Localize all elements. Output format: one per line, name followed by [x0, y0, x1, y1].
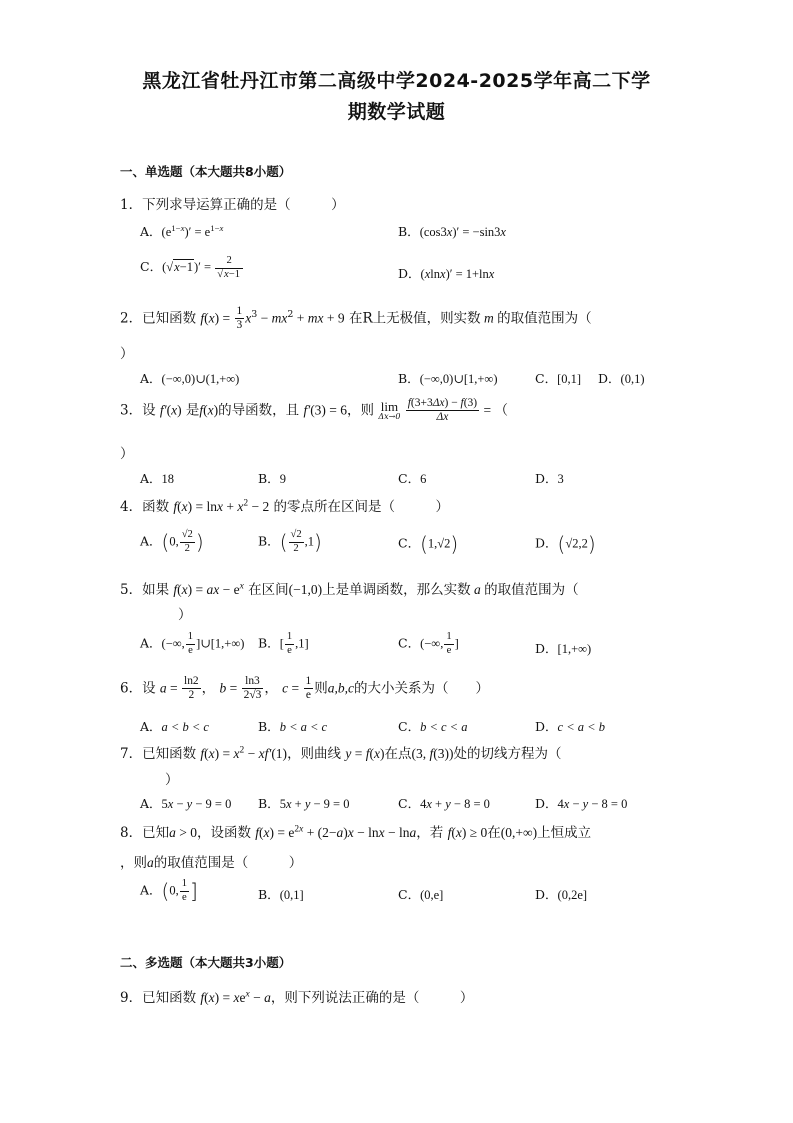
q3-option-d: D．3 [535, 471, 564, 486]
q8-option-b: B．(0,1] [258, 887, 304, 902]
q4-option-b: B．( $\frac{√2}{2}$ ,1) [258, 529, 322, 555]
q4-option-c: C．(1,√2) [398, 532, 459, 556]
page-title-line1: 黑龙江省牡丹江市第二高级中学2024-2025学年高二下学 [142, 70, 651, 92]
question-4-stem: 4．函数 $f(x) = \ln x + x^2 - 2$ 的零点所在区间是（ ） [120, 498, 450, 515]
question-8-stem: 8．已知a > 0，设函数 $f(x) = e^{2x} + (2-a)x - \ln x - \ln a$，若 f(x) ≥ 0在(0,+∞)上恒成立 [120, 824, 592, 841]
q2-option-b: B．(−∞,0)∪[1,+∞) [398, 371, 498, 386]
q1-option-b: B．(cos3x)′ = −sin3x [398, 224, 506, 239]
page-title-line2: 期数学试题 [347, 101, 446, 123]
q7-option-a: A．5x − y − 9 = 0 [140, 796, 232, 811]
q6-option-a: A．a < b < c [140, 719, 209, 734]
q8-option-a: A．(0, $\frac{1}{e}$ ] [140, 878, 198, 904]
q5-option-c: C．(−∞, $\frac{1}{e}$ ] [398, 631, 459, 656]
q5-option-b: B．[ $\frac{1}{e}$ ,1] [258, 631, 309, 656]
q1-option-a: A．$(e^{1-x})' = e^{1-x}$ [140, 222, 224, 239]
q3-option-b: B．9 [258, 471, 286, 486]
q1-option-c: C．(√x−1)′ = $\frac{2}{√x-1}$ [140, 256, 244, 280]
q7-option-c: C．4x + y − 8 = 0 [398, 796, 490, 811]
q1-option-d: D．(xlnx)′ = 1+lnx [398, 266, 495, 281]
q2-option-a: A．(−∞,0)∪(1,+∞) [140, 371, 240, 386]
q6-option-d: D．c < a < b [535, 719, 605, 734]
q2-option-c: C．[0,1] [535, 371, 582, 386]
question-2-stem: 2．已知函数 f(x) = $\frac{1}{3}$ $x^3 - mx^2$ + mx + 9 在R上无极值，则实数 m 的取值范围为（ [120, 305, 592, 332]
q6-option-b: B．b < a < c [258, 719, 328, 734]
q5-option-d: D．[1,+∞) [535, 641, 592, 656]
section-heading-multiple-choice: 二、多选题（本大题共3小题） [120, 955, 292, 970]
question-2-close: ） [120, 346, 134, 362]
question-5-close: ） [178, 607, 192, 623]
q4-option-a: A．(0, $\frac{√2}{2}$ ) [140, 529, 204, 555]
question-3-close: ） [120, 446, 134, 462]
q7-option-b: B．5x + y − 9 = 0 [258, 796, 350, 811]
q3-option-a: A．18 [140, 471, 175, 486]
q4-option-d: D．(√2,2) [535, 532, 596, 556]
section-heading-single-choice: 一、单选题（本大题共8小题） [120, 164, 292, 179]
q3-option-c: C．6 [398, 471, 427, 486]
q7-option-d: D．4x − y − 8 = 0 [535, 796, 628, 811]
question-8-line2: ，则a的取值范围是（ ） [120, 855, 303, 871]
question-7-stem: 7．已知函数 $f(x) = x^2 - xf'(1)$，则曲线 y = f(x)在点(3, f(3))处的切线方程为（ [120, 745, 562, 762]
question-5-stem: 5．如果 f(x) = ax − $e^x$ 在区间(−1,0)上是单调函数，那么实数 a 的取值范围为（ [120, 581, 579, 598]
question-1-stem: 1．下列求导运算正确的是（ ） [120, 197, 345, 213]
q8-option-d: D．(0,2e] [535, 887, 588, 902]
question-9-stem: 9．已知函数 $f(x) = xe^x - a$，则下列说法正确的是（ ） [120, 989, 474, 1006]
question-3-stem: 3．设 f′(x) 是f(x)的导函数，且 f′(3) = 6，则 lim Δx→0 $\frac{f(3+3\Delta x) - f(3)}{\Delta x}$ = （ [120, 397, 508, 424]
q2-option-d: D．(0,1) [598, 371, 645, 386]
q5-option-a: A．(−∞, $\frac{1}{e}$ ]∪[1,+∞) [140, 631, 245, 656]
q8-option-c: C．(0,e] [398, 887, 444, 902]
question-6-stem: 6．设 a = $\frac{\ln 2}{2}$ ， b = $\frac{\ln 3}{2√3}$ ， c = $\frac{1}{e}$ 则a,b,c的大小关系为（ ） [120, 675, 490, 702]
question-7-close: ） [165, 772, 179, 788]
q6-option-c: C．b < c < a [398, 719, 468, 734]
